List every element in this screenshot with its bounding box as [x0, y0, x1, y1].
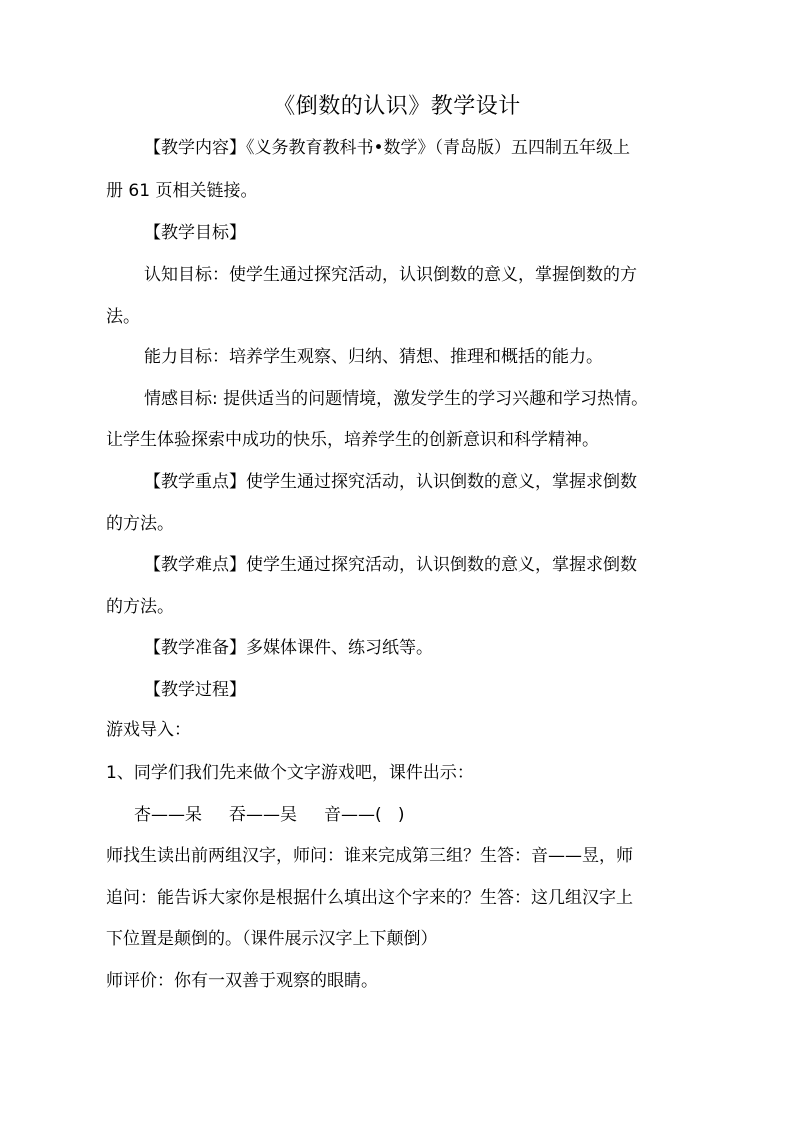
paragraph-line: 能力目标：培养学生观察、归纳、猜想、推理和概括的能力。 — [144, 347, 603, 367]
paragraph-line: 【教学准备】多媒体课件、练习纸等。 — [144, 638, 433, 658]
paragraph-line: 师找生读出前两组汉字，师问：谁来完成第三组？生答：音——昱，师 — [106, 846, 633, 866]
paragraph-line: 师评价：你有一双善于观察的眼睛。 — [106, 971, 378, 991]
section-heading: 【教学过程】 — [144, 680, 246, 700]
paragraph-line: 的方法。 — [106, 597, 174, 617]
document-title: 《倒数的认识》教学设计 — [273, 94, 521, 119]
paragraph-line: 认知目标：使学生通过探究活动，认识倒数的意义，掌握倒数的方 — [144, 265, 637, 285]
paragraph-line: 的方法。 — [106, 514, 174, 534]
paragraph-line: 法。 — [106, 307, 140, 327]
paragraph-line: 情感目标: 提供适当的问题情境，激发学生的学习兴趣和学习热情。 — [144, 389, 649, 409]
paragraph-line: 追问：能告诉大家你是根据什么填出这个字来的？生答：这几组汉字上 — [106, 888, 633, 908]
paragraph-line: 游戏导入： — [106, 720, 191, 740]
paragraph-line: 下位置是颠倒的。（课件展示汉字上下颠倒） — [106, 929, 438, 949]
paragraph-line: 1、同学们我们先来做个文字游戏吧，课件出示： — [106, 763, 474, 783]
section-heading: 【教学目标】 — [144, 223, 246, 243]
paragraph-line: 【教学内容】《义务教育教科书•数学》（青岛版）五四制五年级上 — [144, 138, 631, 158]
word-game-line: 杏——呆 吞——吴 音——( ) — [134, 805, 405, 825]
paragraph-line: 册 61 页相关链接。 — [106, 181, 258, 201]
paragraph-line: 【教学难点】使学生通过探究活动，认识倒数的意义，掌握求倒数 — [144, 555, 637, 575]
paragraph-line: 【教学重点】使学生通过探究活动，认识倒数的意义，掌握求倒数 — [144, 472, 637, 492]
paragraph-line: 让学生体验探索中成功的快乐，培养学生的创新意识和科学精神。 — [106, 430, 599, 450]
